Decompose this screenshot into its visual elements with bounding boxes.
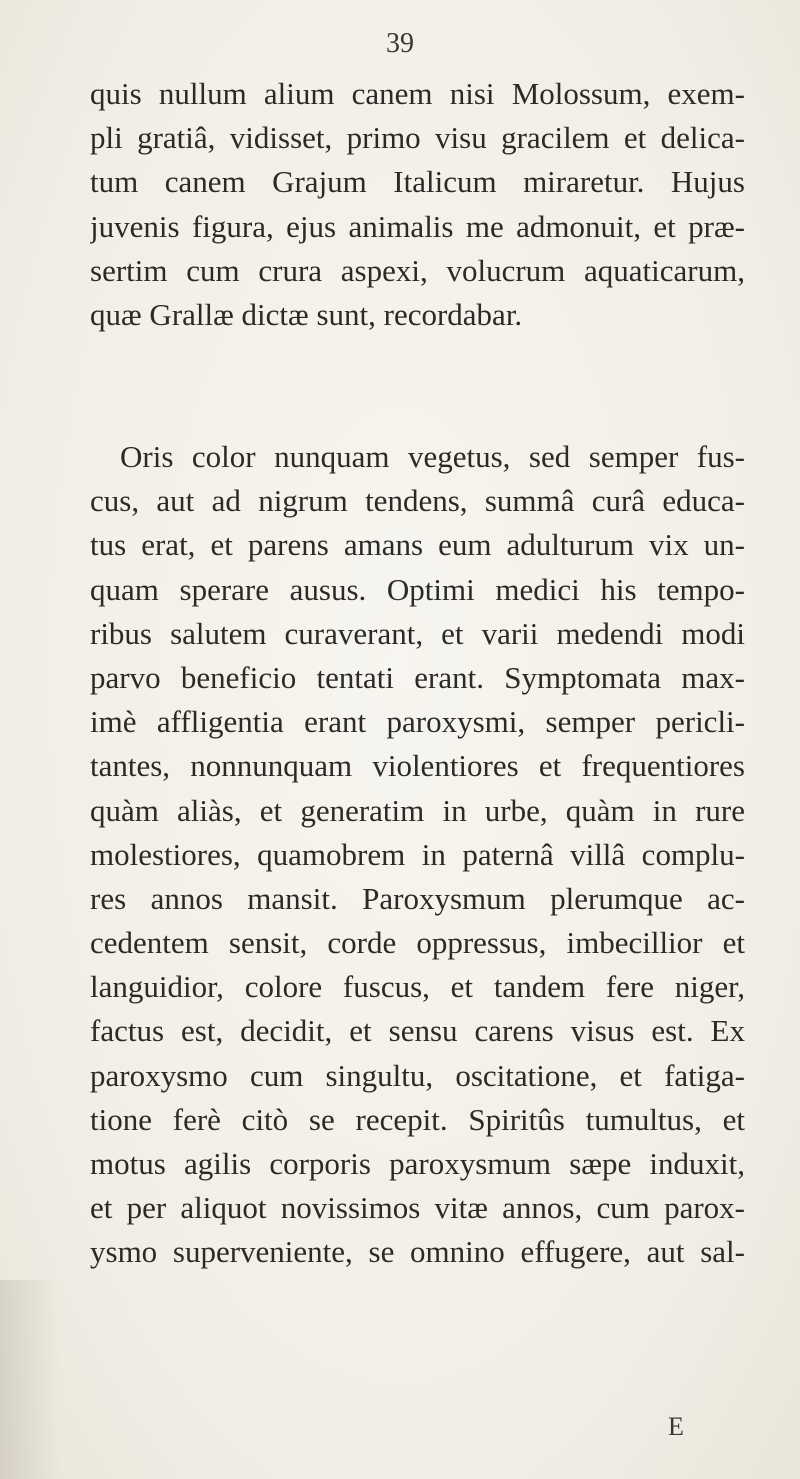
text-line: Oris color nunquam vegetus, sed semper fus-: [120, 439, 745, 474]
text-line: et per aliquot novissimos vitæ annos, cum parox-: [90, 1190, 745, 1226]
text-line: tantes, nonnunquam violentiores et frequentiores: [90, 748, 745, 784]
page-smudge: [0, 1280, 60, 1479]
text-line: quæ Grallæ dictæ sunt, recordabar.: [90, 296, 523, 332]
page-number: 39: [386, 28, 414, 59]
text-line: cus, aut ad nigrum tendens, summâ curâ educa-: [90, 483, 745, 519]
text-line: cedentem sensit, corde oppressus, imbecillior et: [90, 925, 745, 961]
paragraph-1: [90, 72, 745, 337]
text-line: paroxysmo cum singultu, oscitatione, et fatiga-: [90, 1057, 745, 1093]
text-line: molestiores, quamobrem in paternâ villâ complu-: [90, 836, 745, 872]
text-line: motus agilis corporis paroxysmum sæpe induxit,: [90, 1146, 745, 1181]
text-line: res annos mansit. Paroxysmum plerumque ac-: [90, 880, 745, 916]
text-line: ribus salutem curaverant, et varii medendi modi: [90, 615, 745, 651]
text-line: tum canem Grajum Italicum miraretur. Hujus: [90, 164, 745, 200]
text-line: sertim cum crura aspexi, volucrum aquaticarum,: [90, 252, 745, 288]
catchword: E: [668, 1412, 684, 1441]
paragraph-2: [90, 435, 745, 1275]
text-line: parvo beneficio tentati erant. Symptomata max-: [90, 659, 745, 695]
text-line: juvenis figura, ejus animalis me admonuit, et præ-: [90, 208, 745, 244]
text-line: quis nullum alium canem nisi Molossum, exem-: [90, 76, 745, 111]
text-line: languidior, colore fuscus, et tandem fere niger,: [90, 969, 745, 1005]
text-line: ysmo superveniente, se omnino effugere, aut sal-: [90, 1234, 745, 1270]
text-line: tus erat, et parens amans eum adulturum vix un-: [90, 527, 745, 563]
text-line: pli gratiâ, vidisset, primo visu gracilem et delica-: [90, 120, 745, 156]
text-line: tione ferè citò se recepit. Spiritûs tumultus, et: [90, 1101, 745, 1137]
text-line: imè affligentia erant paroxysmi, semper pericli-: [90, 704, 745, 740]
text-line: quam sperare ausus. Optimi medici his tempo-: [90, 571, 745, 607]
text-line: factus est, decidit, et sensu carens visus est. Ex: [90, 1013, 745, 1049]
text-line: quàm aliàs, et generatim in urbe, quàm in rure: [90, 792, 745, 828]
